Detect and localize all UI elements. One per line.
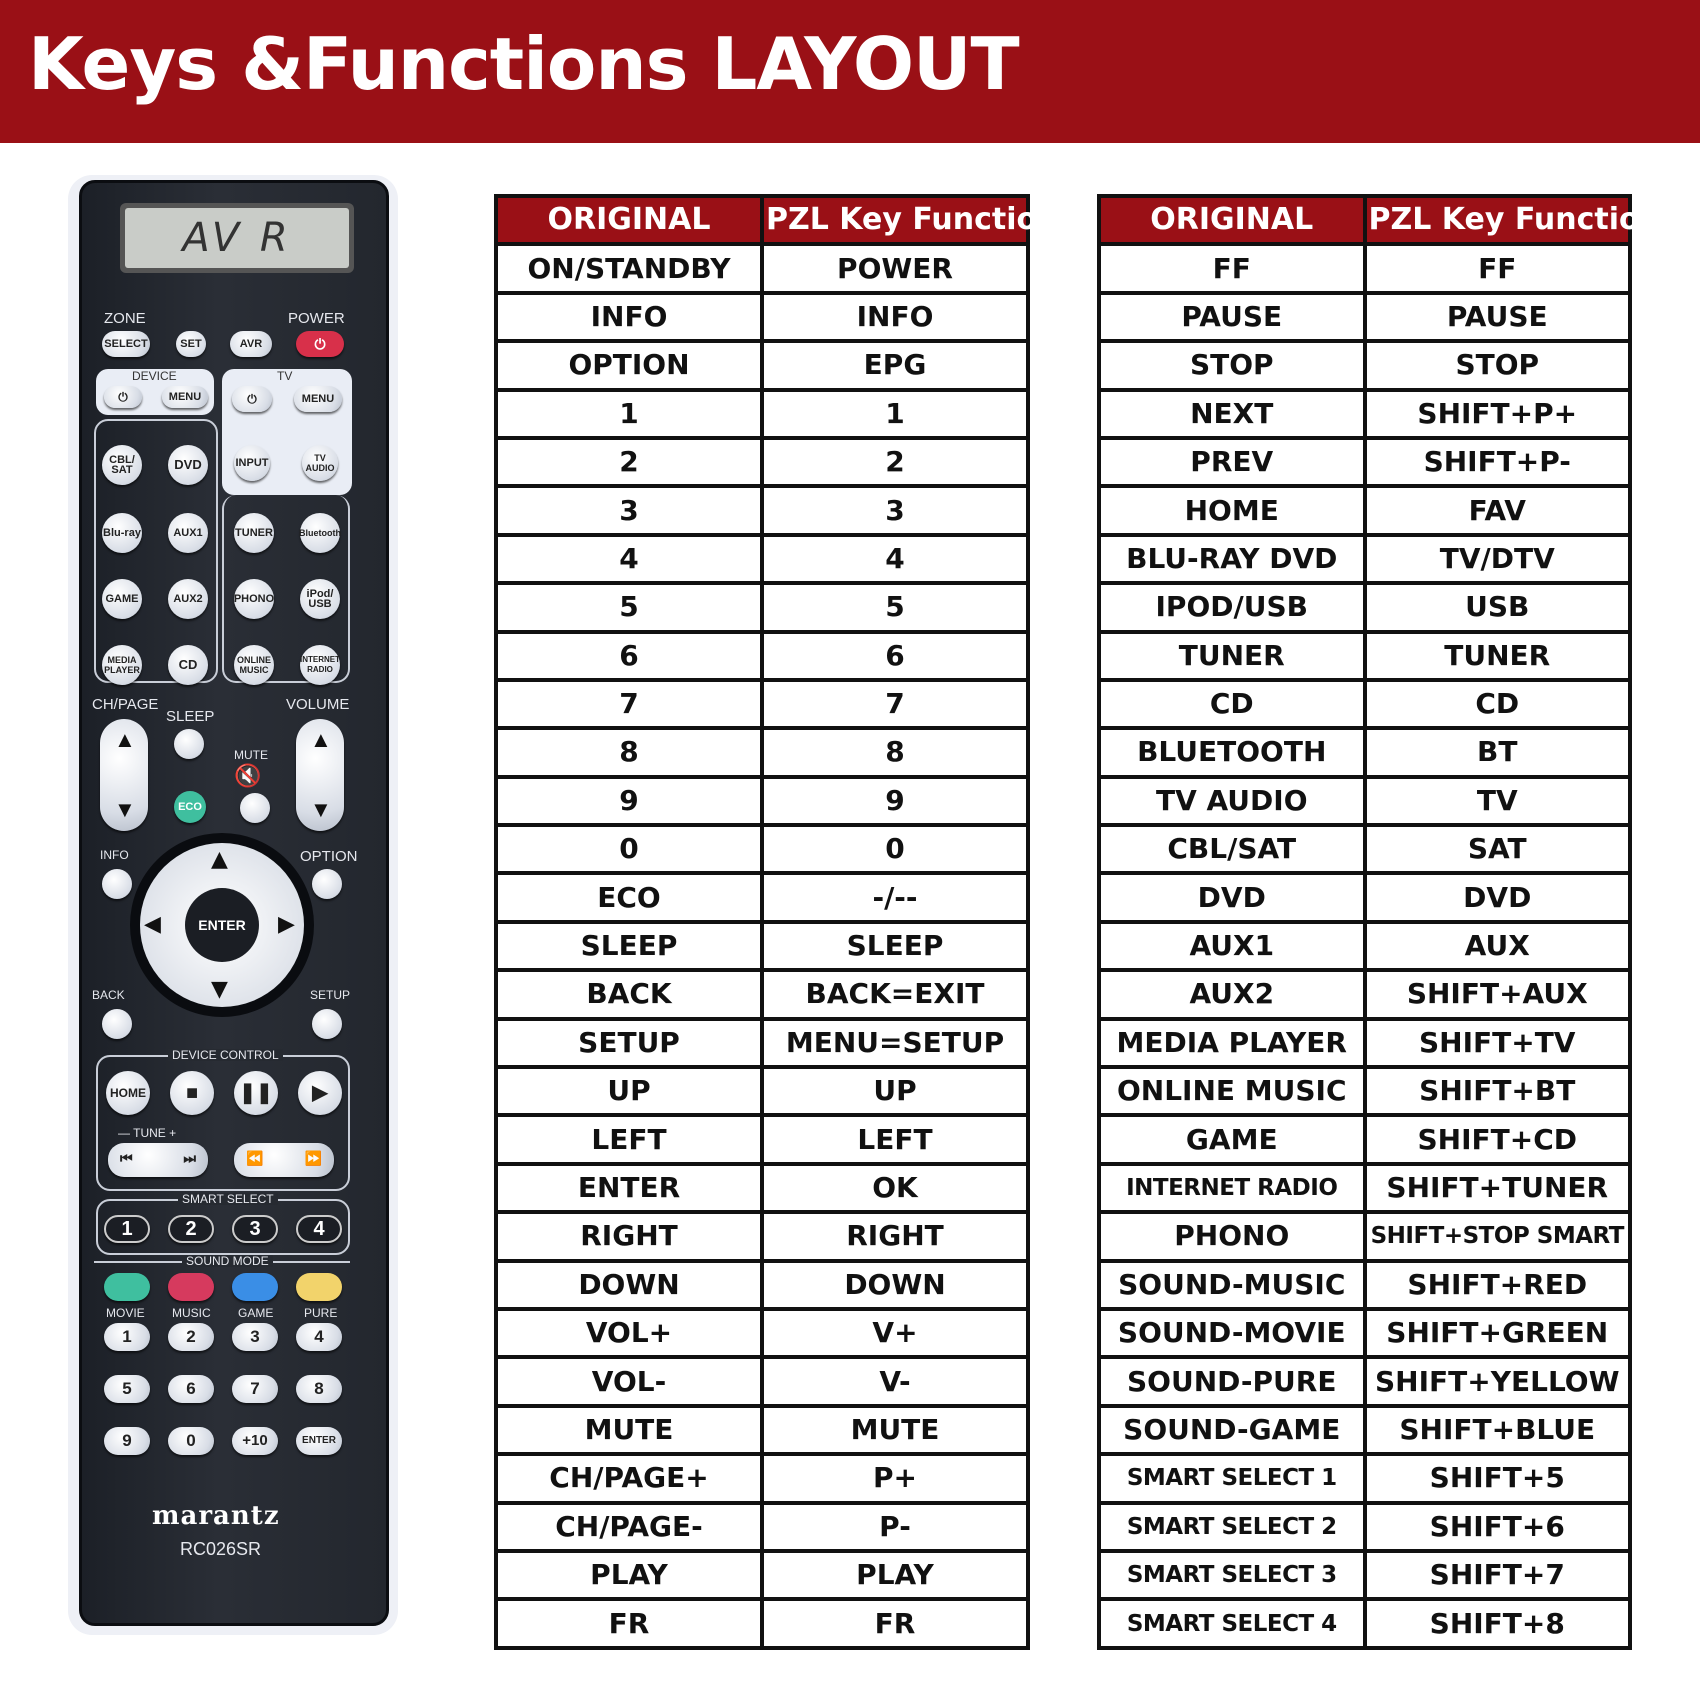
pzl-function-cell: 6 xyxy=(762,632,1028,680)
table-row xyxy=(496,438,1028,486)
original-key-cell: ON/STANDBY xyxy=(496,244,762,292)
number-8-button[interactable]: 8 xyxy=(296,1375,342,1403)
display-text: AV R xyxy=(125,208,349,268)
number-6-button[interactable]: 6 xyxy=(168,1375,214,1403)
original-key-cell: CH/PAGE- xyxy=(496,1503,762,1551)
table-row xyxy=(1099,438,1630,486)
tv-input-button[interactable]: INPUT xyxy=(234,445,270,481)
pzl-function-cell: SHIFT+TUNER xyxy=(1365,1164,1631,1212)
original-key-cell: 3 xyxy=(496,486,762,534)
up-arrow-icon[interactable]: ▲ xyxy=(211,847,228,872)
table-row xyxy=(1099,922,1630,970)
info-button[interactable] xyxy=(102,869,132,899)
aux2-button[interactable]: AUX2 xyxy=(168,579,208,619)
pzl-function-cell: OK xyxy=(762,1164,1028,1212)
play-icon: ▶ xyxy=(312,1082,328,1104)
table-row xyxy=(1099,1309,1630,1357)
device-control-label: DEVICE CONTROL xyxy=(168,1049,283,1061)
pzl-function-cell: SHIFT+5 xyxy=(1365,1454,1631,1502)
pzl-function-cell: -/-- xyxy=(762,873,1028,921)
original-key-cell: 2 xyxy=(496,438,762,486)
original-key-cell: TV AUDIO xyxy=(1099,777,1365,825)
number-0-button[interactable]: 0 xyxy=(168,1427,214,1455)
original-key-cell: CBL/SAT xyxy=(1099,825,1365,873)
table-row xyxy=(1099,1115,1630,1163)
original-key-cell: NEXT xyxy=(1099,390,1365,438)
original-key-cell: 7 xyxy=(496,680,762,728)
sleep-label: SLEEP xyxy=(166,708,215,725)
back-button[interactable] xyxy=(102,1009,132,1039)
smart-select-1-button[interactable]: 1 xyxy=(104,1215,150,1243)
original-key-cell: 9 xyxy=(496,777,762,825)
table-row xyxy=(496,1599,1028,1647)
set-button[interactable]: SET xyxy=(176,331,206,357)
cd-button[interactable]: CD xyxy=(168,645,208,685)
info-label: INFO xyxy=(100,848,129,862)
mute-label: MUTE xyxy=(234,748,268,762)
media-player-button[interactable]: MEDIA PLAYER xyxy=(102,645,142,685)
tv-label: TV xyxy=(277,369,293,383)
table-row xyxy=(1099,777,1630,825)
pzl-function-cell: AUX xyxy=(1365,922,1631,970)
stop-icon: ■ xyxy=(185,1082,199,1104)
pzl-function-cell: INFO xyxy=(762,293,1028,341)
table-row xyxy=(1099,341,1630,389)
pure-color-button[interactable] xyxy=(296,1273,342,1301)
pzl-function-cell: SLEEP xyxy=(762,922,1028,970)
title-banner xyxy=(0,0,1700,143)
original-key-cell: SLEEP xyxy=(496,922,762,970)
pzl-function-cell: CD xyxy=(1365,680,1631,728)
table-row xyxy=(496,486,1028,534)
original-key-cell: SMART SELECT 1 xyxy=(1099,1454,1365,1502)
ch-up-icon: ▲ xyxy=(114,727,136,752)
pause-button[interactable] xyxy=(234,1071,278,1115)
table-row xyxy=(496,777,1028,825)
pzl-function-cell: 7 xyxy=(762,680,1028,728)
original-key-cell: SOUND-MOVIE xyxy=(1099,1309,1365,1357)
pzl-function-cell: SHIFT+STOP SMART xyxy=(1365,1212,1631,1260)
back-label: BACK xyxy=(92,988,125,1002)
ch-page-label: CH/PAGE xyxy=(92,696,159,713)
table-row xyxy=(496,390,1028,438)
number-3-button[interactable]: 3 xyxy=(232,1323,278,1351)
table-row xyxy=(1099,1454,1630,1502)
original-key-cell: GAME xyxy=(1099,1115,1365,1163)
table-row xyxy=(496,1164,1028,1212)
sleep-button[interactable] xyxy=(174,729,204,759)
down-arrow-icon[interactable]: ▼ xyxy=(211,977,228,1002)
mute-icon: 🔇 xyxy=(234,763,262,788)
smart-select-2-button[interactable]: 2 xyxy=(168,1215,214,1243)
pzl-function-cell: UP xyxy=(762,1067,1028,1115)
prev-next-rocker[interactable] xyxy=(108,1143,208,1177)
original-key-cell: HOME xyxy=(1099,486,1365,534)
prev-icon: ⏮ xyxy=(120,1150,133,1166)
pure-label: PURE xyxy=(304,1306,338,1320)
key-table-right-body xyxy=(1099,244,1630,1647)
number-9-button[interactable]: 9 xyxy=(104,1427,150,1455)
power-button[interactable] xyxy=(296,331,344,357)
brand-logo: marantz xyxy=(152,1501,280,1531)
key-table-left xyxy=(494,194,1059,1650)
table-row xyxy=(496,873,1028,921)
number-7-button[interactable]: 7 xyxy=(232,1375,278,1403)
original-key-cell: FR xyxy=(496,1599,762,1647)
table-row xyxy=(1099,680,1630,728)
pause-icon: ❚❚ xyxy=(239,1082,273,1104)
zone-select-button[interactable]: SELECT xyxy=(102,331,150,357)
cbl-sat-button[interactable]: CBL/ SAT xyxy=(102,445,142,485)
tv-audio-button[interactable]: TV AUDIO xyxy=(302,445,338,481)
original-key-cell: MUTE xyxy=(496,1406,762,1454)
tv-menu-button[interactable]: MENU xyxy=(294,386,342,412)
table-row xyxy=(1099,1599,1630,1647)
left-arrow-icon[interactable]: ◀ xyxy=(144,912,161,937)
page-title: Keys &Functions LAYOUT xyxy=(28,22,1019,106)
original-key-cell: CD xyxy=(1099,680,1365,728)
rewind-icon: ⏪ xyxy=(246,1150,264,1166)
original-key-cell: SOUND-GAME xyxy=(1099,1406,1365,1454)
pzl-function-cell: 2 xyxy=(762,438,1028,486)
original-key-cell: INFO xyxy=(496,293,762,341)
aux1-button[interactable]: AUX1 xyxy=(168,513,208,553)
table-row xyxy=(496,632,1028,680)
stop-button[interactable] xyxy=(170,1071,214,1115)
original-key-cell: AUX2 xyxy=(1099,970,1365,1018)
volume-rocker[interactable] xyxy=(296,719,344,831)
pzl-function-cell: P+ xyxy=(762,1454,1028,1502)
table-row xyxy=(496,922,1028,970)
table-row xyxy=(1099,1406,1630,1454)
internet-radio-button[interactable]: INTERNET RADIO xyxy=(300,645,340,685)
pzl-function-cell: V- xyxy=(762,1357,1028,1405)
table-row xyxy=(1099,632,1630,680)
table-header-row xyxy=(496,196,1028,244)
table-row xyxy=(1099,486,1630,534)
fast-forward-icon: ⏩ xyxy=(304,1150,322,1166)
original-key-cell: ONLINE MUSIC xyxy=(1099,1067,1365,1115)
table-header-row xyxy=(1099,196,1630,244)
table-row xyxy=(496,1261,1028,1309)
table-row xyxy=(1099,1212,1630,1260)
table-row xyxy=(1099,728,1630,776)
number-5-button[interactable]: 5 xyxy=(104,1375,150,1403)
avr-button[interactable]: AVR xyxy=(230,331,272,357)
pzl-function-cell: SHIFT+AUX xyxy=(1365,970,1631,1018)
original-key-cell: MEDIA PLAYER xyxy=(1099,1019,1365,1067)
original-key-cell: DOWN xyxy=(496,1261,762,1309)
original-key-cell: PHONO xyxy=(1099,1212,1365,1260)
number-2-button[interactable]: 2 xyxy=(168,1323,214,1351)
table-row xyxy=(496,1357,1028,1405)
original-key-cell: 1 xyxy=(496,390,762,438)
bluetooth-button[interactable]: Bluetooth xyxy=(300,513,340,553)
original-key-cell: ECO xyxy=(496,873,762,921)
table-row xyxy=(496,825,1028,873)
pzl-function-cell: 3 xyxy=(762,486,1028,534)
option-button[interactable] xyxy=(312,869,342,899)
number-4-button[interactable]: 4 xyxy=(296,1323,342,1351)
pzl-function-cell: SHIFT+P+ xyxy=(1365,390,1631,438)
power-icon: ⏻ xyxy=(247,392,257,406)
ch-down-icon: ▼ xyxy=(114,797,136,822)
pzl-function-cell: PAUSE xyxy=(1365,293,1631,341)
pzl-function-cell: SHIFT+YELLOW xyxy=(1365,1357,1631,1405)
remote-control xyxy=(79,180,389,1626)
dvd-button[interactable]: DVD xyxy=(168,445,208,485)
table-row xyxy=(1099,873,1630,921)
pzl-function-cell: TV/DTV xyxy=(1365,535,1631,583)
pzl-function-cell: FF xyxy=(1365,244,1631,292)
volume-label: VOLUME xyxy=(286,696,350,713)
table-row xyxy=(496,1309,1028,1357)
pzl-function-cell: SHIFT+CD xyxy=(1365,1115,1631,1163)
original-key-cell: TUNER xyxy=(1099,632,1365,680)
original-key-cell: 8 xyxy=(496,728,762,776)
pzl-function-cell: RIGHT xyxy=(762,1212,1028,1260)
device-menu-button[interactable]: MENU xyxy=(162,386,208,408)
bluray-button[interactable]: Blu-ray xyxy=(102,513,142,553)
table-row xyxy=(1099,970,1630,1018)
number-1-button[interactable]: 1 xyxy=(104,1323,150,1351)
header-original: ORIGINAL xyxy=(496,196,762,244)
original-key-cell: ENTER xyxy=(496,1164,762,1212)
original-key-cell: BACK xyxy=(496,970,762,1018)
original-key-cell: PREV xyxy=(1099,438,1365,486)
original-key-cell: STOP xyxy=(1099,341,1365,389)
original-key-cell: CH/PAGE+ xyxy=(496,1454,762,1502)
original-key-cell: VOL+ xyxy=(496,1309,762,1357)
option-label: OPTION xyxy=(300,848,358,865)
zone-label: ZONE xyxy=(104,310,146,327)
pzl-function-cell: TUNER xyxy=(1365,632,1631,680)
vol-down-icon: ▼ xyxy=(310,797,332,822)
original-key-cell: SMART SELECT 3 xyxy=(1099,1551,1365,1599)
table-row xyxy=(1099,825,1630,873)
table-row xyxy=(496,535,1028,583)
smart-select-3-button[interactable]: 3 xyxy=(232,1215,278,1243)
pzl-function-cell: SHIFT+8 xyxy=(1365,1599,1631,1647)
ipod-usb-button[interactable]: iPod/ USB xyxy=(300,579,340,619)
table-row xyxy=(1099,1067,1630,1115)
original-key-cell: INTERNET RADIO xyxy=(1099,1164,1365,1212)
pzl-function-cell: MENU=SETUP xyxy=(762,1019,1028,1067)
table-row xyxy=(496,680,1028,728)
header-pzl-function: PZL Key Function xyxy=(1365,196,1631,244)
online-music-button[interactable]: ONLINE MUSIC xyxy=(234,645,274,685)
original-key-cell: 0 xyxy=(496,825,762,873)
right-arrow-icon[interactable]: ▶ xyxy=(278,912,295,937)
table-row xyxy=(496,244,1028,292)
setup-button[interactable] xyxy=(312,1009,342,1039)
pzl-function-cell: 0 xyxy=(762,825,1028,873)
table-row xyxy=(1099,1261,1630,1309)
table-row xyxy=(496,583,1028,631)
pzl-function-cell: PLAY xyxy=(762,1551,1028,1599)
original-key-cell: SETUP xyxy=(496,1019,762,1067)
original-key-cell: 6 xyxy=(496,632,762,680)
table-row xyxy=(496,341,1028,389)
ch-page-rocker[interactable] xyxy=(100,719,148,831)
pzl-function-cell: SHIFT+BT xyxy=(1365,1067,1631,1115)
pzl-function-cell: V+ xyxy=(762,1309,1028,1357)
original-key-cell: AUX1 xyxy=(1099,922,1365,970)
pzl-function-cell: TV xyxy=(1365,777,1631,825)
enter-small-button[interactable]: ENTER xyxy=(296,1427,342,1455)
pzl-function-cell: 4 xyxy=(762,535,1028,583)
key-table-left-body xyxy=(496,244,1028,1647)
table-row xyxy=(496,970,1028,1018)
table-row xyxy=(496,1212,1028,1260)
pzl-function-cell: MUTE xyxy=(762,1406,1028,1454)
table-row xyxy=(1099,1357,1630,1405)
pzl-function-cell: 8 xyxy=(762,728,1028,776)
original-key-cell: BLUETOOTH xyxy=(1099,728,1365,776)
pzl-function-cell: POWER xyxy=(762,244,1028,292)
movie-label: MOVIE xyxy=(106,1306,145,1320)
original-key-cell: SMART SELECT 4 xyxy=(1099,1599,1365,1647)
table-row xyxy=(1099,293,1630,341)
pzl-function-cell: SAT xyxy=(1365,825,1631,873)
model-number: RC026SR xyxy=(180,1539,262,1559)
original-key-cell: LEFT xyxy=(496,1115,762,1163)
pzl-function-cell: SHIFT+BLUE xyxy=(1365,1406,1631,1454)
table-row xyxy=(496,1115,1028,1163)
table-row xyxy=(1099,535,1630,583)
pzl-function-cell: 1 xyxy=(762,390,1028,438)
table-row xyxy=(496,1019,1028,1067)
device-power-button[interactable] xyxy=(104,386,142,408)
plus10-button[interactable]: +10 xyxy=(232,1427,278,1455)
music-label: MUSIC xyxy=(172,1306,211,1320)
original-key-cell: DVD xyxy=(1099,873,1365,921)
original-key-cell: PAUSE xyxy=(1099,293,1365,341)
header-original: ORIGINAL xyxy=(1099,196,1365,244)
table-row xyxy=(496,1406,1028,1454)
table-row xyxy=(1099,244,1630,292)
pzl-function-cell: SHIFT+6 xyxy=(1365,1503,1631,1551)
original-key-cell: SOUND-MUSIC xyxy=(1099,1261,1365,1309)
device-label: DEVICE xyxy=(132,369,177,383)
header-pzl-function: PZL Key Function xyxy=(762,196,1028,244)
play-button[interactable] xyxy=(298,1071,342,1115)
tune-label: — TUNE + xyxy=(118,1126,177,1140)
eco-button[interactable]: ECO xyxy=(174,791,206,823)
pzl-function-cell: SHIFT+TV xyxy=(1365,1019,1631,1067)
table-row xyxy=(1099,1019,1630,1067)
original-key-cell: 4 xyxy=(496,535,762,583)
pzl-function-cell: DOWN xyxy=(762,1261,1028,1309)
pzl-function-cell: LEFT xyxy=(762,1115,1028,1163)
original-key-cell: RIGHT xyxy=(496,1212,762,1260)
original-key-cell: SOUND-PURE xyxy=(1099,1357,1365,1405)
original-key-cell: IPOD/USB xyxy=(1099,583,1365,631)
home-button[interactable]: HOME xyxy=(106,1071,150,1115)
pzl-function-cell: 5 xyxy=(762,583,1028,631)
music-color-button[interactable] xyxy=(168,1273,214,1301)
table-row xyxy=(496,1454,1028,1502)
original-key-cell: BLU-RAY DVD xyxy=(1099,535,1365,583)
pzl-function-cell: DVD xyxy=(1365,873,1631,921)
table-row xyxy=(496,1551,1028,1599)
tv-power-button[interactable] xyxy=(232,386,272,412)
table-row xyxy=(1099,1164,1630,1212)
movie-color-button[interactable] xyxy=(104,1273,150,1301)
setup-label: SETUP xyxy=(310,988,351,1002)
pzl-function-cell: SHIFT+GREEN xyxy=(1365,1309,1631,1357)
rewind-ff-rocker[interactable] xyxy=(234,1143,334,1177)
pzl-function-cell: SHIFT+RED xyxy=(1365,1261,1631,1309)
smart-select-4-button[interactable]: 4 xyxy=(296,1215,342,1243)
pzl-function-cell: BT xyxy=(1365,728,1631,776)
original-key-cell: 5 xyxy=(496,583,762,631)
original-key-cell: UP xyxy=(496,1067,762,1115)
next-icon: ⏭ xyxy=(183,1150,196,1166)
pzl-function-cell: SHIFT+P- xyxy=(1365,438,1631,486)
original-key-cell: OPTION xyxy=(496,341,762,389)
original-key-cell: VOL- xyxy=(496,1357,762,1405)
table-row xyxy=(496,1503,1028,1551)
enter-button[interactable]: ENTER xyxy=(185,888,259,962)
power-label: POWER xyxy=(288,310,345,327)
pzl-function-cell: USB xyxy=(1365,583,1631,631)
table-row xyxy=(1099,583,1630,631)
table-row xyxy=(1099,1503,1630,1551)
original-key-cell: PLAY xyxy=(496,1551,762,1599)
sound-mode-label: SOUND MODE xyxy=(182,1255,273,1267)
original-key-cell: FF xyxy=(1099,244,1365,292)
pzl-function-cell: P- xyxy=(762,1503,1028,1551)
pzl-function-cell: FAV xyxy=(1365,486,1631,534)
tuner-button[interactable]: TUNER xyxy=(234,513,274,553)
table-row xyxy=(1099,390,1630,438)
game-color-button[interactable] xyxy=(232,1273,278,1301)
game-button[interactable]: GAME xyxy=(102,579,142,619)
smart-select-label: SMART SELECT xyxy=(178,1193,278,1205)
pzl-function-cell: EPG xyxy=(762,341,1028,389)
table-row xyxy=(496,728,1028,776)
vol-up-icon: ▲ xyxy=(310,727,332,752)
pzl-function-cell: FR xyxy=(762,1599,1028,1647)
table-row xyxy=(496,293,1028,341)
remote-display xyxy=(120,203,354,273)
table-row xyxy=(496,1067,1028,1115)
pzl-function-cell: BACK=EXIT xyxy=(762,970,1028,1018)
pzl-function-cell: STOP xyxy=(1365,341,1631,389)
phono-button[interactable]: PHONO xyxy=(234,579,274,619)
game-label: GAME xyxy=(238,1306,274,1320)
key-table-right xyxy=(1097,194,1661,1650)
pzl-function-cell: SHIFT+7 xyxy=(1365,1551,1631,1599)
power-icon: ⏻ xyxy=(314,336,326,352)
power-icon: ⏻ xyxy=(118,390,128,404)
mute-button[interactable] xyxy=(240,793,270,823)
pzl-function-cell: 9 xyxy=(762,777,1028,825)
original-key-cell: SMART SELECT 2 xyxy=(1099,1503,1365,1551)
table-row xyxy=(1099,1551,1630,1599)
